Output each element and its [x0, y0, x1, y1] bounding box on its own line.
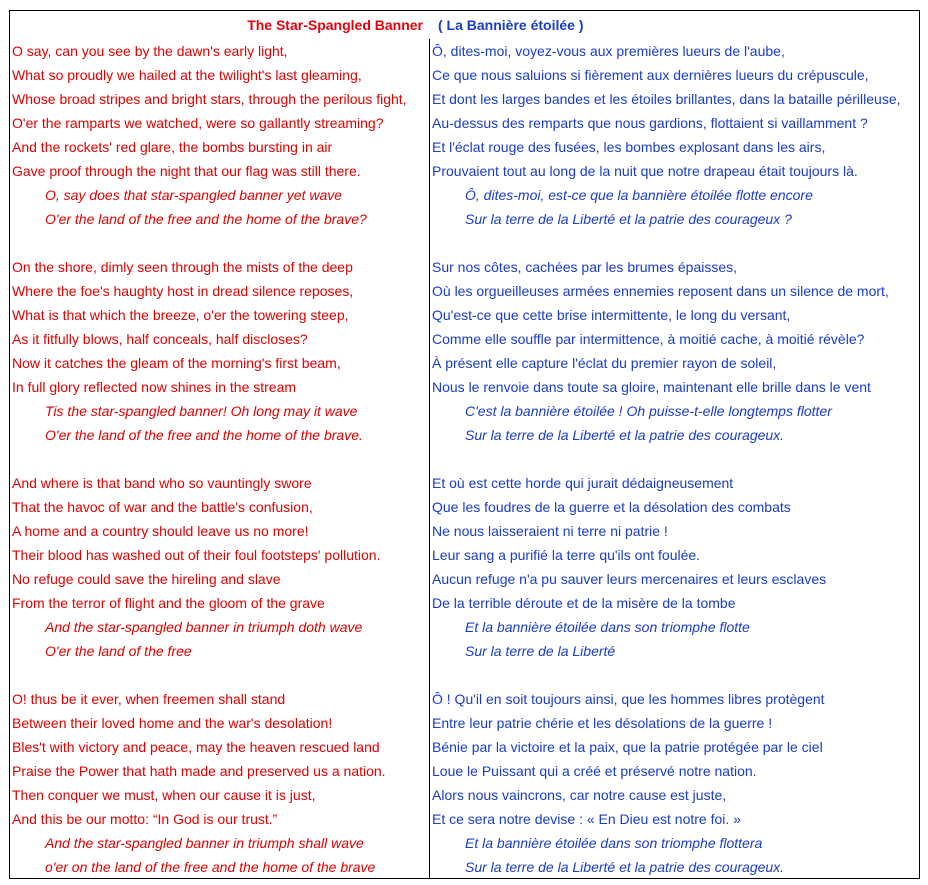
lyrics-document: [9, 10, 920, 879]
refrain-line: And the star-spangled banner in triumph shall wave: [45, 835, 364, 851]
english-stanza: [10, 39, 429, 231]
verse-line: As it fitfully blows, half conceals, half discloses?: [12, 331, 308, 347]
refrain-line: Sur la terre de la Liberté et la patrie des courageux.: [465, 427, 785, 443]
verse-line: And this be our motto: “In God is our trust.”: [12, 811, 278, 827]
refrain-line: Tis the star-spangled banner! Oh long may it wave: [45, 403, 358, 419]
verse-line: Bles't with victory and peace, may the heaven rescued land: [12, 739, 380, 755]
verse-line: Between their loved home and the war's desolation!: [12, 715, 333, 731]
verse-line: Nous le renvoie dans toute sa gloire, maintenant elle brille dans le vent: [432, 379, 871, 395]
stanza-spacer: [430, 663, 919, 687]
verse-line: From the terror of flight and the gloom of the grave: [12, 595, 325, 611]
french-stanza: [430, 255, 919, 447]
refrain-line: O, say does that star-spangled banner yet wave: [45, 187, 343, 203]
verse-line: O! thus be it ever, when freemen shall stand: [12, 691, 286, 707]
verse-line: À présent elle capture l'éclat du premier rayon de soleil,: [432, 355, 777, 371]
verse-line: Et l'éclat rouge des fusées, les bombes explosant dans les airs,: [432, 139, 826, 155]
verse-line: And where is that band who so vauntingly swore: [12, 475, 312, 491]
stanza-spacer: [430, 447, 919, 471]
english-stanza: [10, 471, 429, 663]
refrain-line: Ô, dites-moi, est-ce que la bannière étoilée flotte encore: [465, 187, 813, 203]
verse-line: What so proudly we hailed at the twilight's last gleaming,: [12, 67, 362, 83]
verse-line: No refuge could save the hireling and slave: [12, 571, 281, 587]
verse-line: And the rockets' red glare, the bombs bursting in air: [12, 139, 333, 155]
refrain-line: O'er the land of the free and the home of the brave?: [45, 211, 367, 227]
verse-line: A home and a country should leave us no more!: [12, 523, 309, 539]
verse-line: Ô ! Qu'il en soit toujours ainsi, que les hommes libres protègent: [432, 691, 825, 707]
french-stanza: [430, 687, 919, 879]
refrain-line: O'er the land of the free and the home of the brave.: [45, 427, 363, 443]
refrain-line: Sur la terre de la Liberté et la patrie des courageux.: [465, 859, 785, 875]
english-stanza: [10, 255, 429, 447]
verse-line: Aucun refuge n'a pu sauver leurs mercenaires et leurs esclaves: [432, 571, 827, 587]
verse-line: Que les foudres de la guerre et la désolation des combats: [432, 499, 791, 515]
verse-line: What is that which the breeze, o'er the towering steep,: [12, 307, 349, 323]
title-french: ( La Bannière étoilée ): [438, 17, 584, 33]
english-stanza: [10, 687, 429, 879]
refrain-line: Et la bannière étoilée dans son triomphe flottera: [465, 835, 763, 851]
refrain-line: Sur la terre de la Liberté: [465, 643, 616, 659]
verse-line: Et où est cette horde qui jurait dédaigneusement: [432, 475, 734, 491]
verse-line: Their blood has washed out of their foul footsteps' pollution.: [12, 547, 381, 563]
verse-line: Loue le Puissant qui a créé et préservé notre nation.: [432, 763, 757, 779]
refrain-line: And the star-spangled banner in triumph doth wave: [45, 619, 363, 635]
verse-line: In full glory reflected now shines in the stream: [12, 379, 297, 395]
verse-line: Ô, dites-moi, voyez-vous aux premières lueurs de l'aube,: [432, 43, 785, 59]
verse-line: Now it catches the gleam of the morning's first beam,: [12, 355, 341, 371]
verse-line: Et dont les larges bandes et les étoiles brillantes, dans la bataille périlleuse,: [432, 91, 901, 107]
verse-line: Where the foe's haughty host in dread silence reposes,: [12, 283, 354, 299]
verse-line: Gave proof through the night that our flag was still there.: [12, 163, 361, 179]
verse-line: On the shore, dimly seen through the mists of the deep: [12, 259, 353, 275]
verse-line: Ne nous laisseraient ni terre ni patrie !: [432, 523, 668, 539]
refrain-line: o'er on the land of the free and the home of the brave: [45, 859, 376, 875]
french-lyrics-column: [430, 39, 919, 878]
verse-line: That the havoc of war and the battle's confusion,: [12, 499, 313, 515]
verse-line: Then conquer we must, when our cause it is just,: [12, 787, 316, 803]
english-lyrics-column: [10, 39, 430, 878]
verse-line: Bénie par la victoire et la paix, que la patrie protégée par le ciel: [432, 739, 823, 755]
verse-line: O say, can you see by the dawn's early light,: [12, 43, 288, 59]
verse-line: Alors nous vaincrons, car notre cause est juste,: [432, 787, 727, 803]
stanza-spacer: [10, 231, 429, 255]
verse-line: Sur nos côtes, cachées par les brumes épaisses,: [432, 259, 738, 275]
verse-line: O'er the ramparts we watched, were so gallantly streaming?: [12, 115, 384, 131]
verse-line: Praise the Power that hath made and preserved us a nation.: [12, 763, 386, 779]
verse-line: Leur sang a purifié la terre qu'ils ont foulée.: [432, 547, 701, 563]
verse-line: Au-dessus des remparts que nous gardions, flottaient si vaillamment ?: [432, 115, 868, 131]
refrain-line: O'er the land of the free: [45, 643, 192, 659]
verse-line: Comme elle souffle par intermittence, à moitié cache, à moitié révèle?: [432, 331, 865, 347]
verse-line: Et ce sera notre devise : « En Dieu est notre foi. »: [432, 811, 741, 827]
refrain-line: Sur la terre de la Liberté et la patrie des courageux ?: [465, 211, 792, 227]
title-english: The Star-Spangled Banner: [247, 17, 423, 33]
verse-line: Prouvaient tout au long de la nuit que notre drapeau était toujours là.: [432, 163, 858, 179]
french-stanza: [430, 39, 919, 231]
document-header: [10, 11, 919, 39]
stanza-spacer: [10, 447, 429, 471]
verse-line: Qu'est-ce que cette brise intermittente, le long du versant,: [432, 307, 791, 323]
french-stanza: [430, 471, 919, 663]
verse-line: Whose broad stripes and bright stars, through the perilous fight,: [12, 91, 407, 107]
refrain-line: C'est la bannière étoilée ! Oh puisse-t-elle longtemps flotter: [465, 403, 832, 419]
verse-line: Entre leur patrie chérie et les désolations de la guerre !: [432, 715, 773, 731]
verse-line: De la terrible déroute et de la misère de la tombe: [432, 595, 736, 611]
stanza-spacer: [430, 231, 919, 255]
verse-line: Ce que nous saluions si fièrement aux dernières lueurs du crépuscule,: [432, 67, 869, 83]
verse-line: Où les orgueilleuses armées ennemies reposent dans un silence de mort,: [432, 283, 889, 299]
stanza-spacer: [10, 663, 429, 687]
refrain-line: Et la bannière étoilée dans son triomphe flotte: [465, 619, 750, 635]
